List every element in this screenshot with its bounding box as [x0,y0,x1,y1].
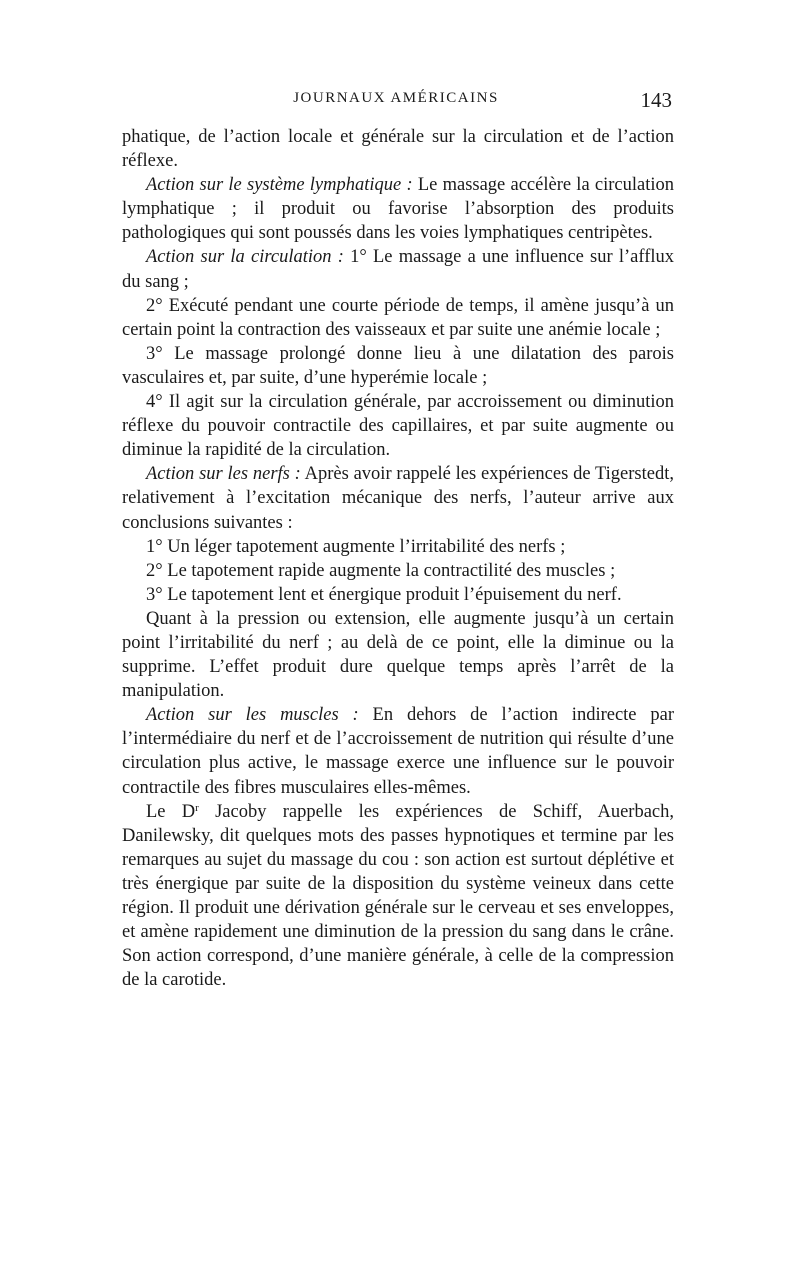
paragraph-text: 2° Le tapotement rapide augmente la contractilité des muscles ; [146,560,616,581]
paragraph-lead: Le D [146,801,196,822]
paragraph [122,173,674,245]
paragraph [122,583,674,607]
paragraph [122,535,674,559]
body-text [122,125,674,992]
paragraph-text: Jacoby rappelle les expériences de Schiff, Auerbach, Danilewsky, dit quelques mots des passes hypnotiques et termine par les remarques au sujet du massage du cou : son action est surtout déplétive et très énergique par suite de la disposition du système veineux dans cette région. Il produit une dérivation générale sur le cerveau et ses enveloppes, et amène rapidement une diminution de la pression du sang dans le crâne. Son action correspond, d’une manière générale, à celle de la compression de la carotide. [122,801,675,991]
paragraph-text: En dehors de l’action indirecte par l’intermédiaire du nerf et de l’accroissement de nutrition qui résulte d’une circulation plus active, le massage exerce une influence sur le pouvoir contractile des fibres musculaires elles-mêmes. [122,705,674,798]
section-heading: Action sur le système lymphatique : [146,175,413,196]
section-heading: Action sur les muscles : [146,705,359,726]
page-number: 143 [640,88,672,112]
paragraph [122,342,674,390]
paragraph [122,800,674,993]
paragraph [122,703,674,799]
paragraph [122,390,674,462]
paragraph-text: Après avoir rappelé les expériences de Tigerstedt, relativement à l’excitation mécanique des nerfs, l’auteur arrive aux conclusions suivantes : [122,464,674,533]
paragraph-text: 3° Le tapotement lent et énergique produit l’épuisement du nerf. [146,584,622,605]
paragraph-text: phatique, de l’action locale et générale sur la circulation et de l’action réflexe. [122,127,674,172]
paragraph-text: 1° Un léger tapotement augmente l’irritabilité des nerfs ; [146,536,566,557]
paragraph [122,462,674,534]
paragraph [122,607,674,703]
paragraph-text: 2° Exécuté pendant une courte période de temps, il amène jusqu’à un certain point la contraction des vaisseaux et par suite une anémie locale ; [122,295,674,340]
paragraph [122,245,674,293]
superscript: r [195,801,199,814]
paragraph-text: Quant à la pression ou extension, elle augmente jusqu’à un certain point l’irritabilité du nerf ; au delà de ce point, elle la diminue ou la supprime. L’effet produit dure quelque temps après l’arrêt de la manipulation. [122,608,674,702]
section-heading: Action sur les nerfs : [146,464,301,485]
section-heading: Action sur la circulation : [146,247,344,268]
paragraph [122,294,674,342]
page-header [120,88,672,118]
paragraph-text: 4° Il agit sur la circulation générale, par accroissement ou diminution réflexe du pouvoir contractile des capillaires, et par suite augmente ou diminue la rapidité de la circulation. [122,392,674,461]
paragraph-text: 1° Le massage a une influence sur l’afflux du sang ; [122,247,674,292]
paragraph [122,125,674,173]
paragraph-text: 3° Le massage prolongé donne lieu à une dilatation des parois vasculaires et, par suite, d’une hyperémie locale ; [122,343,674,388]
paragraph [122,559,674,583]
running-head: JOURNAUX AMÉRICAINS [293,90,499,106]
paragraph-text: Le massage accélère la circulation lymphatique ; il produit ou favorise l’absorption des produits pathologiques qui sont poussés dans les voies lymphatiques centripètes. [122,175,674,244]
